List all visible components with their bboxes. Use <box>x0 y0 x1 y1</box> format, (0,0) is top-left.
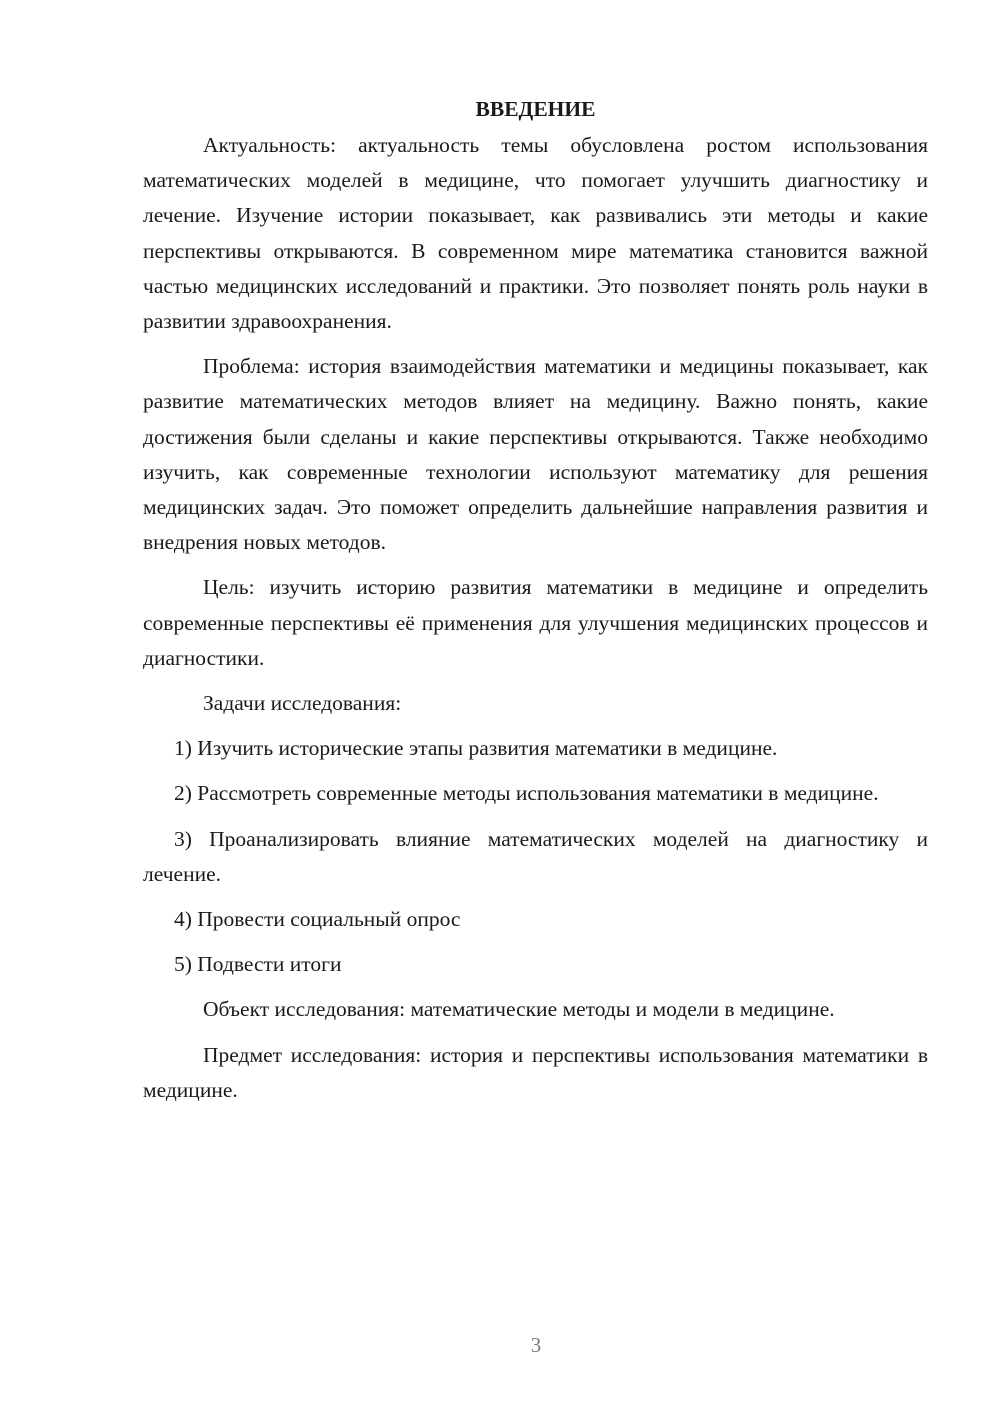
task-item: 3) Проанализировать влияние математических моделей на диагностику и лечение. <box>143 826 928 886</box>
document-page <box>143 92 928 1118</box>
subject-paragraph: Предмет исследования: история и перспективы использования математики в медицине. <box>143 1042 928 1102</box>
problem-paragraph: Проблема: история взаимодействия математики и медицины показывает, как развитие математических методов влияет на медицину. Важно понять, какие достижения были сделаны и какие перспективы открываются. Также необходимо изучить, как современные технологии используют математику для решения медицинских задач. Это поможет определить дальнейшие направления развития и внедрения новых методов. <box>143 354 928 555</box>
page-number: 3 <box>530 1333 542 1357</box>
goal-paragraph: Цель: изучить историю развития математики в медицине и определить современные перспективы её применения для улучшения медицинских процессов и диагностики. <box>143 575 928 670</box>
task-item: 1) Изучить исторические этапы развития математики в медицине. <box>174 736 778 761</box>
tasks-heading: Задачи исследования: <box>203 691 402 716</box>
page-title: ВВЕДЕНИЕ <box>475 97 596 121</box>
relevance-paragraph: Актуальность: актуальность темы обусловлена ростом использования математических моделей в медицине, что помогает улучшить диагностику и лечение. Изучение истории показывает, как развивались эти методы и какие перспективы открываются. В современном мире математика становится важной частью медицинских исследований и практики. Это позволяет понять роль науки в развитии здравоохранения. <box>143 133 928 334</box>
task-item: 4) Провести социальный опрос <box>174 907 461 932</box>
task-item: 5) Подвести итоги <box>174 952 342 977</box>
task-item: 2) Рассмотреть современные методы использования математики в медицине. <box>174 781 879 806</box>
object-paragraph: Объект исследования: математические методы и модели в медицине. <box>203 997 835 1022</box>
